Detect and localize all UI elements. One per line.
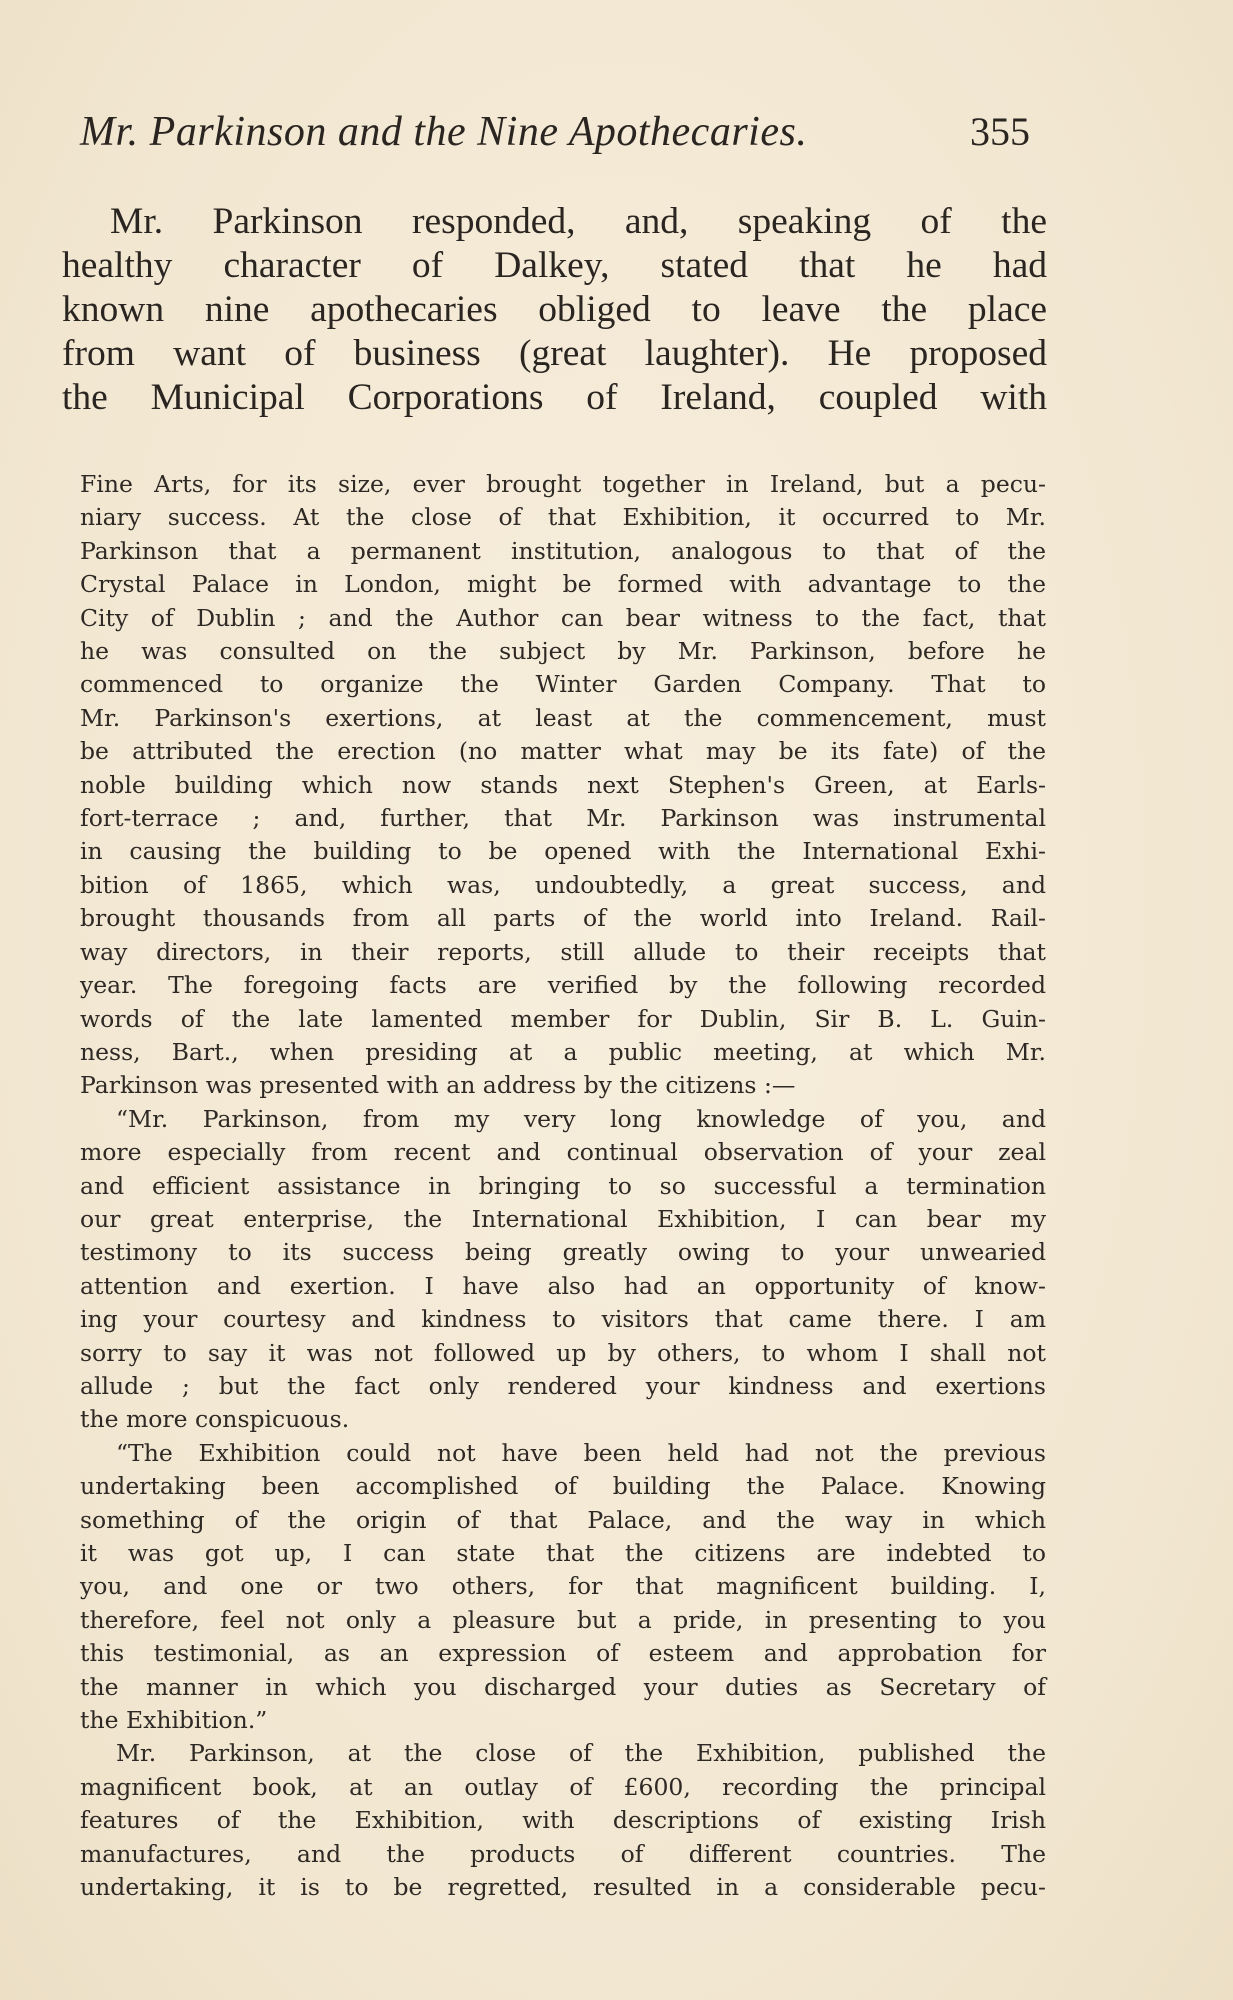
footnote-line: “The Exhibition could not have been held had not the previous: [116, 1438, 1046, 1467]
footnote-line: magnificent book, at an outlay of £600, recording the principal: [80, 1772, 1046, 1801]
footnote-line: in causing the building to be opened with the International Exhi-: [80, 837, 1046, 866]
footnote-line: more especially from recent and continual observation of your zeal: [80, 1138, 1046, 1167]
footnote-line: testimony to its success being greatly owing to your unwearied: [80, 1238, 1046, 1267]
footnote-line: words of the late lamented member for Dublin, Sir B. L. Guin-: [80, 1004, 1046, 1033]
footnote-block: [80, 468, 1046, 1904]
footnote-line: the Exhibition.”: [80, 1706, 268, 1735]
footnote-line: Parkinson was presented with an address by the citizens :—: [80, 1071, 796, 1100]
footnote-line: Crystal Palace in London, might be formed with advantage to the: [80, 570, 1046, 599]
footnote-line: ing your courtesy and kindness to visitors that came there. I am: [80, 1305, 1046, 1334]
footnote-line: it was got up, I can state that the citizens are indebted to: [80, 1539, 1046, 1567]
footnote-line: attention and exertion. I have also had an opportunity of know-: [80, 1271, 1046, 1300]
footnote-line: “Mr. Parkinson, from my very long knowledge of you, and: [116, 1104, 1046, 1133]
footnote-line: Fine Arts, for its size, ever brought together in Ireland, but a pecu-: [80, 470, 1046, 498]
running-title: Mr. Parkinson and the Nine Apothecaries.: [80, 109, 808, 155]
footnote-line: brought thousands from all parts of the world into Ireland. Rail-: [80, 904, 1046, 933]
footnote-line: way directors, in their reports, still allude to their receipts that: [80, 937, 1046, 966]
footnote-line: undertaking been accomplished of building the Palace. Knowing: [80, 1472, 1046, 1501]
footnote-line: be attributed the erection (no matter what may be its fate) of the: [80, 737, 1046, 766]
main-text-line: known nine apothecaries obliged to leave the place: [62, 289, 1047, 330]
main-text-line: healthy character of Dalkey, stated that he had: [62, 245, 1047, 286]
footnote-line: ness, Bart., when presiding at a public meeting, at which Mr.: [80, 1037, 1046, 1066]
footnote-line: manufactures, and the products of different countries. The: [80, 1839, 1046, 1868]
footnote-line: this testimonial, as an expression of esteem and approbation for: [80, 1639, 1046, 1668]
main-text-line: the Municipal Corporations of Ireland, coupled with: [62, 377, 1047, 418]
footnote-line: our great enterprise, the International Exhibition, I can bear my: [80, 1204, 1046, 1233]
footnote-line: Mr. Parkinson, at the close of the Exhibition, published the: [116, 1739, 1046, 1768]
footnote-line: therefore, feel not only a pleasure but a pride, in presenting to you: [80, 1605, 1046, 1634]
footnote-line: Mr. Parkinson's exertions, at least at the commencement, must: [80, 703, 1046, 732]
footnote-line: and efficient assistance in bringing to so successful a termination: [80, 1171, 1046, 1200]
main-text-line: from want of business (great laughter). He proposed: [62, 333, 1047, 374]
page-number: 355: [970, 109, 1030, 154]
footnote-line: undertaking, it is to be regretted, resulted in a considerable pecu-: [80, 1873, 1046, 1902]
main-paragraph: [62, 200, 1047, 420]
footnote-line: sorry to say it was not followed up by others, to whom I shall not: [80, 1338, 1046, 1367]
footnote-line: year. The foregoing facts are verified by the following recorded: [80, 971, 1046, 1000]
main-text-line: Mr. Parkinson responded, and, speaking of the: [110, 201, 1047, 242]
footnote-line: bition of 1865, which was, undoubtedly, a great success, and: [80, 870, 1046, 899]
footnote-line: he was consulted on the subject by Mr. Parkinson, before he: [80, 637, 1046, 666]
footnote-line: the manner in which you discharged your duties as Secretary of: [80, 1672, 1046, 1701]
footnote-line: features of the Exhibition, with descriptions of existing Irish: [80, 1806, 1046, 1835]
footnote-line: Parkinson that a permanent institution, analogous to that of the: [80, 536, 1046, 565]
footnote-line: City of Dublin ; and the Author can bear witness to the fact, that: [80, 603, 1046, 632]
footnote-line: something of the origin of that Palace, and the way in which: [80, 1505, 1046, 1534]
footnote-line: you, and one or two others, for that magnificent building. I,: [80, 1572, 1046, 1601]
running-head: [80, 108, 1030, 168]
footnote-line: fort-terrace ; and, further, that Mr. Parkinson was instrumental: [80, 804, 1046, 833]
footnote-line: niary success. At the close of that Exhibition, it occurred to Mr.: [80, 503, 1046, 532]
footnote-line: the more conspicuous.: [80, 1405, 350, 1434]
footnote-line: commenced to organize the Winter Garden Company. That to: [80, 670, 1046, 699]
footnote-line: allude ; but the fact only rendered your kindness and exertions: [80, 1371, 1046, 1400]
footnote-line: noble building which now stands next Stephen's Green, at Earls-: [80, 770, 1046, 799]
